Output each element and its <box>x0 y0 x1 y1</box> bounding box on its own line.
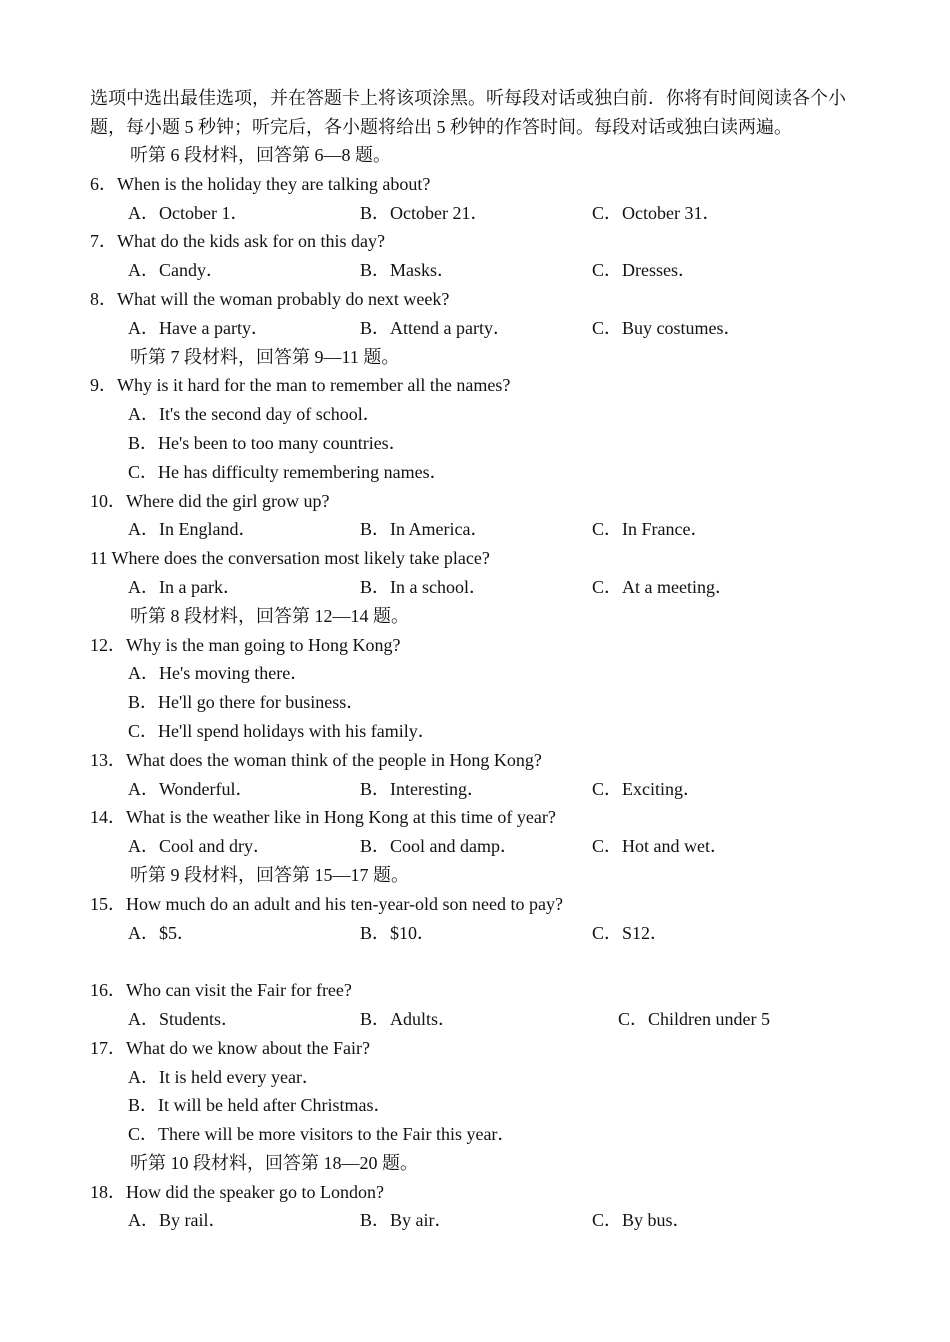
option-b: B．It will be held after Christmas． <box>128 1095 392 1116</box>
option-c: C．He has difficulty remembering names． <box>128 461 448 482</box>
option-b: B．Attend a party． <box>360 317 511 338</box>
option-b: B．By air． <box>360 1210 453 1231</box>
option-a: A．Have a party． <box>128 317 269 338</box>
question-16-stem: 16．Who can visit the Fair for free? <box>90 980 352 1001</box>
option-a: A．Wonderful． <box>128 778 254 799</box>
question-11-stem: 11 Where does the conversation most likely take place? <box>90 548 490 569</box>
question-8-stem: 8．What will the woman probably do next week? <box>90 288 450 309</box>
question-18-stem: 18．How did the speaker go to London? <box>90 1181 384 1202</box>
question-12-stem: 12．Why is the man going to Hong Kong? <box>90 634 401 655</box>
option-c: C．In France． <box>592 519 709 540</box>
section-heading-9: 听第 9 段材料，回答第 15—17 题。 <box>130 864 409 885</box>
section-heading-7: 听第 7 段材料，回答第 9—11 题。 <box>130 346 400 367</box>
option-a: A．He's moving there． <box>128 663 309 684</box>
question-8-options <box>90 314 870 343</box>
option-a: A．$5． <box>128 922 195 943</box>
question-18-options <box>90 1206 870 1235</box>
question-13-options <box>90 775 870 804</box>
exam-page <box>90 84 870 1235</box>
option-a: A．Cool and dry． <box>128 836 271 857</box>
question-6-stem: 6．When is the holiday they are talking about? <box>90 173 431 194</box>
option-b: B．In America． <box>360 519 489 540</box>
option-a: A．In England． <box>128 519 257 540</box>
option-c: C．Hot and wet． <box>592 836 728 857</box>
option-b: B．He's been to too many countries． <box>128 432 407 453</box>
section-heading-8: 听第 8 段材料，回答第 12—14 题。 <box>130 605 409 626</box>
question-16-options <box>90 1005 870 1034</box>
question-10-options <box>90 515 870 544</box>
option-c: C．At a meeting． <box>592 576 733 597</box>
option-b: B．Adults． <box>360 1008 457 1029</box>
option-a: A．Candy． <box>128 260 224 281</box>
option-b: B．In a school． <box>360 576 487 597</box>
option-c: C．October 31． <box>592 202 721 223</box>
option-b: B．He'll go there for business． <box>128 692 365 713</box>
question-15-options <box>90 919 870 948</box>
section-heading-10: 听第 10 段材料，回答第 18—20 题。 <box>130 1152 418 1173</box>
option-a: A．In a park． <box>128 576 241 597</box>
option-a: A．It is held every year． <box>128 1066 320 1087</box>
option-b: B．Cool and damp． <box>360 836 518 857</box>
blank-spacer <box>90 947 870 976</box>
option-b: B．$10． <box>360 922 436 943</box>
intro-paragraph: 选项中选出最佳选项，并在答题卡上将该项涂黑。听每段对话或独白前．你将有时间阅读各个小题，每小题 5 秒钟；听完后，各小题将给出 5 秒钟的作答时间。每段对话或独白读两遍。 <box>90 88 846 137</box>
option-a: A．October 1． <box>128 202 249 223</box>
question-10-stem: 10．Where did the girl grow up? <box>90 490 330 511</box>
question-15-stem: 15．How much do an adult and his ten-year-old son need to pay? <box>90 893 564 914</box>
option-a: A．Students． <box>128 1008 240 1029</box>
option-b: B．Interesting． <box>360 778 485 799</box>
option-c: C．Dresses． <box>592 260 696 281</box>
section-heading-6: 听第 6 段材料，回答第 6—8 题。 <box>130 145 391 165</box>
option-a: A．It's the second day of school． <box>128 404 381 425</box>
option-c: C．S12． <box>592 922 669 943</box>
question-13-stem: 13．What does the woman think of the people in Hong Kong? <box>90 749 542 770</box>
question-17-stem: 17．What do we know about the Fair? <box>90 1037 370 1058</box>
option-c: C．By bus． <box>592 1210 691 1231</box>
option-c: C．Children under 5 <box>618 1008 770 1029</box>
question-6-options <box>90 199 870 228</box>
question-7-options <box>90 256 870 285</box>
option-a: A．By rail． <box>128 1210 227 1231</box>
option-c: C．Buy costumes． <box>592 317 742 338</box>
question-14-stem: 14．What is the weather like in Hong Kong at this time of year? <box>90 807 556 828</box>
option-c: C．There will be more visitors to the Fair this year． <box>128 1124 516 1145</box>
option-b: B．October 21． <box>360 202 489 223</box>
question-7-stem: 7．What do the kids ask for on this day? <box>90 231 385 252</box>
option-b: B．Masks． <box>360 260 456 281</box>
question-14-options <box>90 832 870 861</box>
option-c: C．He'll spend holidays with his family． <box>128 720 436 741</box>
question-11-options <box>90 573 870 602</box>
question-9-stem: 9．Why is it hard for the man to remember all the names? <box>90 375 511 396</box>
option-c: C．Exciting． <box>592 778 701 799</box>
